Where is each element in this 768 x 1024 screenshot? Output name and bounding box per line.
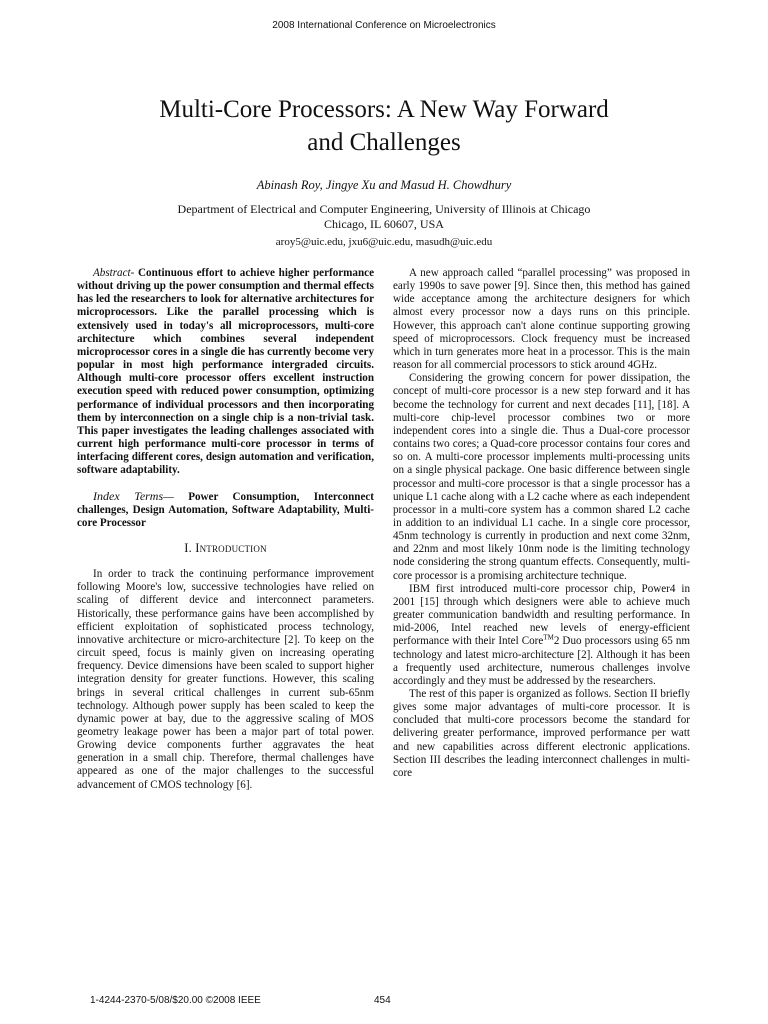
paragraph-text: 2 Duo processors using 65 nm technology and latest micro-architecture [2]. Although it has been a frequently used architecture, numerous challenges involve accordingly and they must be addressed by the researchers. [393,635,690,687]
paragraph: The rest of this paper is organized as follows. Section II briefly gives some major advantages of multi-core processor. It is concluded that multi-core processors become the standard for delivering greater performance, improved performance per watt and new capabilities across different electronic applications. Section III describes the leading interconnect challenges in multi-core [393,688,690,779]
conference-header: 2008 International Conference on Microelectronics [272,20,496,31]
page-number: 454 [374,995,391,1006]
paper-title [84,93,684,159]
authors: Abinash Roy, Jingye Xu and Masud H. Chowdhury [256,178,512,192]
abstract [77,267,374,478]
right-column [393,267,690,780]
section-heading-introduction [77,542,374,555]
paragraph [393,583,690,688]
abstract-lead: Abstract- [93,267,135,279]
index-terms-text: Power Consumption, Interconnect challenges, Design Automation, Software Adaptability, Multi-core Processor [77,490,374,529]
copyright-notice: 1-4244-2370-5/08/$20.00 ©2008 IEEE [90,995,261,1006]
index-terms-lead: Index Terms— [93,488,174,503]
left-column [77,267,374,792]
author-emails: aroy5@uic.edu, jxu6@uic.edu, masudh@uic.edu [275,236,493,248]
paragraph: Considering the growing concern for power dissipation, the concept of multi-core processor is a new step forward and it has become the technology for current and next decades [11], [18]. A multi-core chip-level processor combines two or more independent cores into a single die. Thus a Dual-core processor contains two cores; a Quad-core processor contains four cores and so on. A multi-core processor implements multi-processing units on a single physical package. One basic difference between single processor and multi-core processor is that a single processor has a unique L1 cache along with a L2 cache where as each independent processor in a multi-core system has a common shared L2 cache in addition to an individual L1 cache. In a single core processor, 45nm technology is currently in production and next come 32nm, and 22nm and most likely 10nm node is the limiting technology node considering the strong quantum effects. Consequently, multi-core processor is a promising architecture technique. [393,372,690,582]
abstract-text: Continuous effort to achieve higher performance without driving up the power consumption and thermal effects has led the researchers to look for alternative architectures for microprocessors. Like the parallel processing which is extensively used in today's all microprocessors, multi-core architecture which combines several independent microprocessor cores in a single die has currently become very popular in most high performance intergraded circuits. Although multi-core processor offers excellent instruction execution speed with reduced power consumption, optimizing performance of individual processors and then incorporating them by interconnection on a single chip is a non-trivial task. This paper investigates the leading challenges associated with current high performance multi-core processor in terms of interfacing different cores, design automation and verification, software adaptability. [77,267,374,477]
affiliation-line-1: Department of Electrical and Computer Engineering, University of Illinois at Chicago [177,202,591,216]
title-line-1: Multi-Core Processors: A New Way Forward [159,96,609,123]
section-title: Introduction [195,540,267,555]
index-terms [77,490,374,530]
paragraph-text: IBM first introduced multi-core processor chip, Power4 in 2001 [15] through which designers were able to achieve much greater communication bandwidth and resulting performance. In mid-2006, Intel reached new levels of energy-efficient performance with their Intel Core [393,582,690,648]
affiliation-line-2: Chicago, IL 60607, USA [324,217,444,231]
trademark-superscript: TM [543,633,554,642]
section-number: I. [184,540,196,555]
paragraph: A new approach called “parallel processing” was proposed in early 1990s to save power [9]. Since then, this method has gained wide acceptance among the architecture designers for which almost every processor now a days runs on this principle. However, this approach can't alone continue supporting growing speed of microprocessors. Clock frequency must be increased which in turn generates more heat in a processor. This is the main reason for all commercial processors to stick around 4GHz. [393,267,690,372]
affiliation [0,202,768,232]
paragraph: In order to track the continuing performance improvement following Moore's low, successive technologies have relied on scaling of different device and interconnect parameters. Historically, these performance gains have been accomplished by efficient exploitation of sophisticated process technology, innovative architecture or micro-architecture [2]. To keep on the circuit speed, focus is mainly given on increasing operating frequency. Device dimensions have been scaled to support higher integration density for greater functions. However, this scaling brings in several critical challenges in current sub-65nm technology. Although power supply has been scaled to keep the dynamic power at bay, due to the aggressive scaling of MOS geometry leakage power has been a major part of total power. Growing device components further aggravates the heat generation in a small chip. Therefore, thermal challenges have appeared as one of the major challenges to the successful advancement of CMOS technology [6]. [77,568,374,791]
title-line-2: and Challenges [307,129,461,156]
